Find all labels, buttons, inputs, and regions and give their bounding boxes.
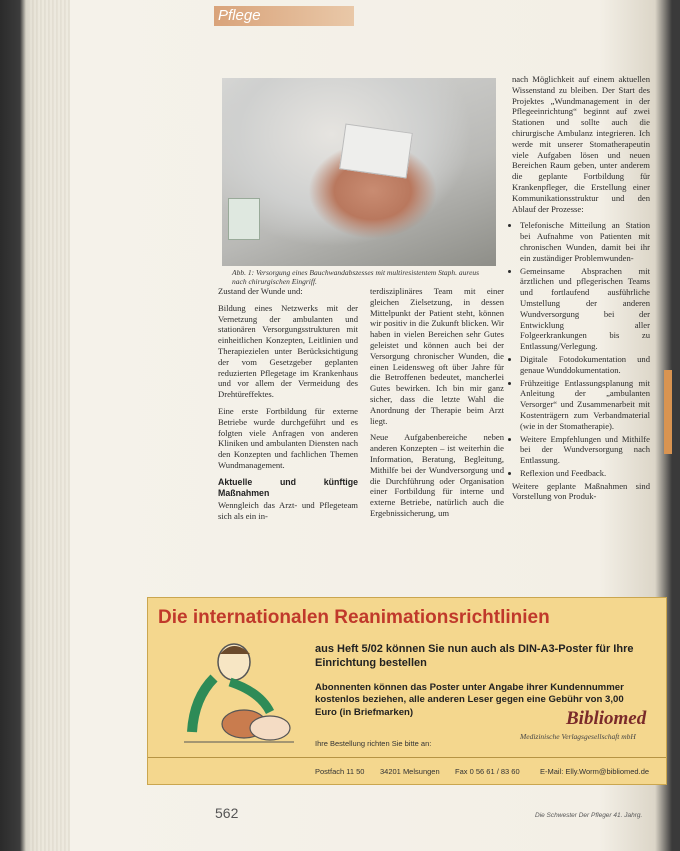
col3-outro: Weitere geplante Maßnahmen sind Vorstellung von Produk- — [512, 480, 650, 502]
col1-heading: Aktuelle und künftige Maßnahmen — [218, 476, 358, 498]
ad-fax: Fax 0 56 61 / 83 60 — [455, 767, 520, 776]
bibliomed-logo: Bibliomed — [566, 708, 647, 729]
process-list — [512, 220, 650, 478]
list-item: • Reflexion und Feedback. — [520, 468, 650, 479]
page-edges — [30, 0, 70, 851]
column-2 — [370, 286, 504, 525]
ad-postbox: Postfach 11 50 — [315, 767, 365, 776]
cpr-illustration-icon — [174, 638, 300, 748]
ad-contact-bar — [148, 757, 666, 785]
col2-para2: Neue Aufgabenbereiche neben anderen Konzepten – ist weiterhin die Information, Beratung, Begleitung, Mithilfe bei der Wundversorgung und die Durchführung oder Organisation einer Fortbildung für interne und externe Betriebe, natürlich auch die Ergebnissicherung, um — [370, 432, 504, 518]
ad-subtext: Abonnenten können das Poster unter Angabe ihrer Kundennummer kostenlos beziehen, alle anderen Leser gegen eine Gebühr von 3,00 Euro (in Briefmarken) — [315, 682, 624, 718]
list-item: • Weitere Empfehlungen und Mithilfe bei der Wundversorgung nach Entlassung. — [520, 434, 650, 466]
section-tab — [214, 6, 354, 26]
wound-photo — [222, 78, 496, 266]
ad-city: 34201 Melsungen — [380, 767, 440, 776]
drainage-tube — [228, 198, 260, 240]
col3-intro: nach Möglichkeit auf einem aktuellen Wissenstand zu bleiben. Der Start des Projektes „Wundmanagement in der Pflegeeinrichtung“ beginnt auf zwei Stationen und sollte auch die chirurgische Ambulanz integrieren. Ich werde mit unserer Stomatherapeutin viele Aufgaben lösen und neuen Bereichen Raum geben, unter anderem die geplante Fortbildung für Krankenpfleger, die Erstellung einer Kommunikationsstruktur und den Ablauf der Prozesse: — [512, 74, 650, 214]
col1-para2: Eine erste Fortbildung für externe Betriebe wurde durchgeführt und es folgten viele Anfragen von anderen Kliniken und ambulanten Diensten nach den Konzepten und fachlichen Themen Wundmanagement. — [218, 405, 358, 470]
col2-para1: terdisziplinäres Team mit einer gleichen Zielsetzung, in dessen Mittelpunkt der Patient steht, können wir positiv in die Zukunft blicken. Wir haben in vielen Bereichen sehr Gutes geleistet und können auch bei der Versorgung chronischer Wunden, die einen Leidensweg oft über Jahre für die Betroffenen bedeutet, mancherlei Gutes bewirken. Ich bin mir ganz sicher, dass die letzte Wahl die Anordnung der Therapie beim Arzt liegt. — [370, 286, 504, 426]
column-1 — [218, 286, 358, 528]
col1-para1: Bildung eines Netzwerks mit der Vernetzung der ambulanten und stationären Versorgungsstrukturen mit einheitlichen Konzepten, Leitlinien und Therapiezielen unter Berücksichtigung der vom Gesetzgeber geplanten reduzierten Pflegetage im Krankenhaus und vor allem der Vermeidung des Drehtüreffektes. — [218, 302, 358, 400]
page-number: 562 — [215, 805, 239, 821]
ad-title: Die internationalen Reanimationsrichtlinien — [158, 607, 550, 628]
list-item: • Frühzeitige Entlassungsplanung mit Anleitung der „ambulanten Versorger“ und Zusammenarbeit mit Kostenträgern zum Verbandmaterial (wie in der Stomatherapie). — [520, 378, 650, 432]
ad-headline: aus Heft 5/02 können Sie nun auch als DIN-A3-Poster für Ihre Einrichtung bestellen — [315, 643, 634, 669]
bibliomed-subtitle: Medizinische Verlagsgesellschaft mbH — [520, 732, 636, 741]
list-item: • Gemeinsame Absprachen mit ärztlichen und pflegerischen Teams und fortlaufend ausführliche Umstellung der anderen Wundversorgung bei der Entwicklung aller Folgeerkrankungen bis zu Entlassung/Verlegung. — [520, 266, 650, 352]
section-label: Pflege — [218, 7, 261, 24]
list-item: • Telefonische Mitteilung an Station bei Aufnahme von Patienten mit chronischen Wunden, damit bei ihr ein zuständiger Problemwunden- — [520, 220, 650, 263]
ad-order-label: Ihre Bestellung richten Sie bitte an: — [315, 739, 432, 748]
edge-marker — [664, 370, 672, 454]
photo-caption: Abb. 1: Versorgung eines Bauchwandabszesses mit multiresistentem Staph. aureus nach chirurgischen Eingriff. — [232, 268, 480, 286]
journal-footer: Die Schwester Der Pfleger 41. Jahrg. — [535, 812, 643, 819]
col1-intro: Zustand der Wunde und: — [218, 286, 303, 296]
column-3 — [512, 74, 650, 508]
col1-para3: Wenngleich das Arzt- und Pflegeteam sich als ein in- — [218, 500, 358, 522]
advertisement — [147, 597, 667, 785]
ad-email: E-Mail: Elly.Worm@bibliomed.de — [540, 767, 650, 776]
wound-dressing — [339, 123, 413, 178]
list-item: • Digitale Fotodokumentation und genaue Wunddokumentation. — [520, 354, 650, 376]
